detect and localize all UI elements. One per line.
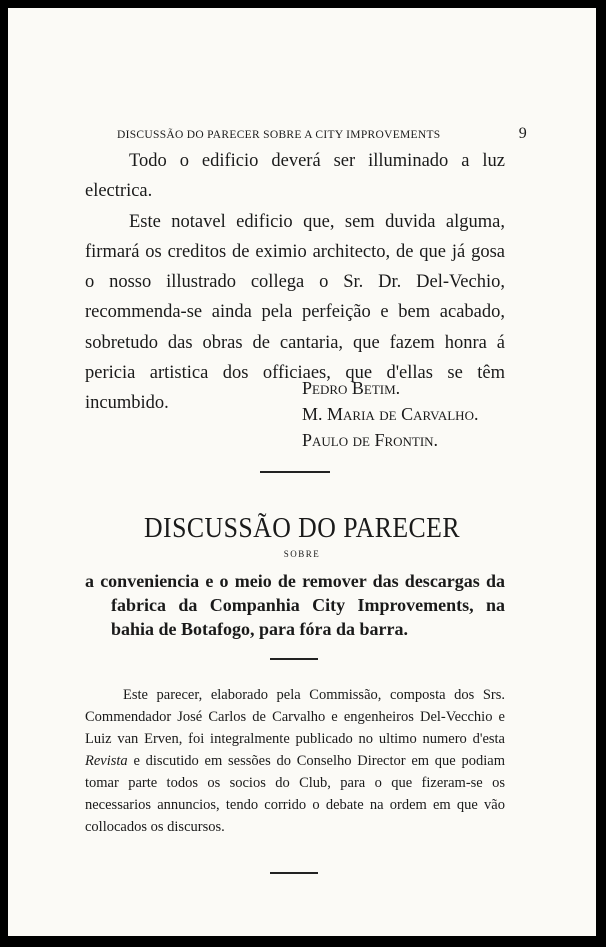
note-text-end: e discutido em sessões do Conselho Director em que podiam tomar parte todos os socios do Club, para o que fizeram-se os necessarios annuncios, tendo corrido o debate na ordem em que vão collocados os discursos.: [85, 753, 505, 835]
note-text-start: Este parecer, elaborado pela Commissão, composta dos Srs. Commendador José Carlos de Carvalho e engenheiros Del-Vecchio e Luiz van Erven, foi integralmente publicado no ultimo numero d'esta: [85, 687, 505, 747]
page-number: 9: [518, 125, 527, 142]
editorial-note: [85, 684, 505, 838]
section-title: DISCUSSÃO DO PARECER: [143, 513, 461, 544]
divider-rule-1: [260, 471, 330, 473]
book-page: [8, 8, 596, 936]
running-head: [117, 125, 527, 143]
paragraph-1: Todo o edificio deverá ser illuminado a luz electrica.: [85, 151, 505, 202]
section-subject: a conveniencia e o meio de remover das descargas da fabrica da Companhia City Improvements, na bahia de Botafogo, para fóra da barra.: [85, 571, 505, 639]
divider-rule-2: [270, 658, 318, 660]
divider-rule-3: [270, 872, 318, 874]
journal-name: Revista: [85, 753, 128, 769]
signature-block: [302, 375, 478, 453]
signature-2: M. Maria de Carvalho.: [302, 404, 479, 424]
paragraph-2: Este notavel edificio que, sem duvida alguma, firmará os creditos de eximio architecto, de que já gosa o nosso illustrado collega o Sr. Dr. Del-Vechio, recommenda-se ainda pela perfeição e bem acabado, sobretudo das obras de cantaria, que fazem honra á pericia artistica dos officiaes, que d'ellas se têm incumbido.: [85, 211, 505, 414]
section-sobre: SOBRE: [283, 549, 321, 559]
running-head-title: DISCUSSÃO DO PARECER SOBRE A CITY IMPROVEMENTS: [117, 129, 441, 141]
signature-3: Paulo de Frontin.: [302, 430, 439, 450]
note-paragraph: [85, 684, 505, 838]
signature-1: Pedro Betim.: [302, 378, 401, 398]
